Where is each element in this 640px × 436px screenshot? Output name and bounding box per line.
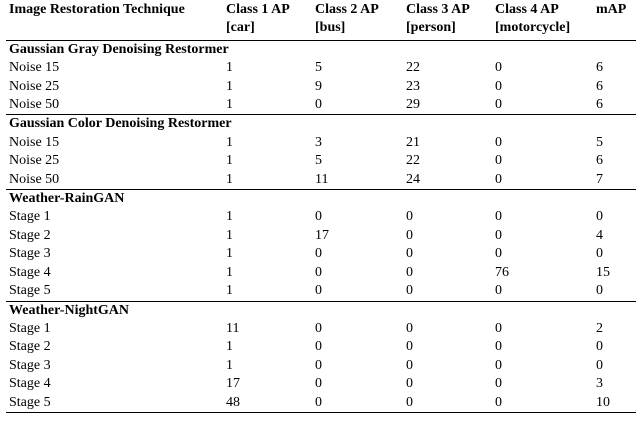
value-cell: 6 xyxy=(596,78,603,94)
table-row xyxy=(6,375,636,393)
value-cell: 21 xyxy=(406,134,420,150)
row-label-cell: Stage 1 xyxy=(9,209,51,225)
column-header xyxy=(403,0,492,40)
value-cell: 0 xyxy=(315,209,322,225)
row-label-cell: Noise 50 xyxy=(9,171,60,187)
row-label-cell: Stage 5 xyxy=(9,394,51,410)
value-cell: 3 xyxy=(315,134,322,150)
column-header-line: mAP xyxy=(596,2,627,17)
table-row xyxy=(6,282,636,301)
row-label-cell: Noise 25 xyxy=(9,153,60,169)
value-cell: 0 xyxy=(315,283,322,299)
column-header-line: [person] xyxy=(406,20,456,36)
table-row xyxy=(6,264,636,282)
column-header xyxy=(223,0,312,40)
row-label-cell: Stage 5 xyxy=(9,283,51,299)
value-cell: 0 xyxy=(596,246,603,262)
row-label-cell: Stage 4 xyxy=(9,376,51,392)
table-header xyxy=(6,0,636,40)
row-label-cell: Noise 15 xyxy=(9,134,60,150)
value-cell: 0 xyxy=(406,320,413,336)
value-cell: 0 xyxy=(315,357,322,373)
value-cell: 0 xyxy=(315,339,322,355)
value-cell: 0 xyxy=(495,227,502,243)
value-cell: 1 xyxy=(226,246,233,262)
value-cell: 6 xyxy=(596,97,603,113)
value-cell: 0 xyxy=(495,134,502,150)
row-label-cell: Stage 3 xyxy=(9,246,51,262)
value-cell: 1 xyxy=(226,357,233,373)
value-cell: 0 xyxy=(495,339,502,355)
column-header-line: [car] xyxy=(226,20,255,36)
value-cell: 5 xyxy=(315,60,322,76)
value-cell: 0 xyxy=(495,246,502,262)
column-header-line: Class 2 AP xyxy=(315,2,379,17)
value-cell: 2 xyxy=(596,320,603,336)
column-header xyxy=(593,0,636,40)
value-cell: 0 xyxy=(315,264,322,280)
value-cell: 5 xyxy=(315,153,322,169)
value-cell: 0 xyxy=(406,209,413,225)
value-cell: 0 xyxy=(495,60,502,76)
group-header-row xyxy=(6,301,636,320)
table-body xyxy=(6,40,636,412)
group-title: Weather-RainGAN xyxy=(9,191,125,207)
column-header xyxy=(312,0,403,40)
column-header-line: Image Restoration Technique xyxy=(9,2,185,17)
value-cell: 6 xyxy=(596,60,603,76)
value-cell: 0 xyxy=(495,97,502,113)
value-cell: 1 xyxy=(226,153,233,169)
column-header-line: [motorcycle] xyxy=(495,20,571,36)
table-row xyxy=(6,134,636,152)
value-cell: 0 xyxy=(406,264,413,280)
value-cell: 0 xyxy=(406,394,413,410)
value-cell: 22 xyxy=(406,153,420,169)
group-title: Gaussian Gray Denoising Restormer xyxy=(9,41,229,57)
value-cell: 0 xyxy=(596,357,603,373)
value-cell: 76 xyxy=(495,264,509,280)
table-row xyxy=(6,59,636,77)
table-row xyxy=(6,152,636,170)
column-header xyxy=(492,0,593,40)
value-cell: 1 xyxy=(226,134,233,150)
value-cell: 0 xyxy=(406,376,413,392)
results-table xyxy=(6,0,636,413)
value-cell: 0 xyxy=(495,376,502,392)
value-cell: 0 xyxy=(596,283,603,299)
value-cell: 0 xyxy=(495,78,502,94)
value-cell: 0 xyxy=(495,283,502,299)
group-header-row xyxy=(6,190,636,209)
value-cell: 0 xyxy=(406,246,413,262)
row-label-cell: Noise 15 xyxy=(9,60,60,76)
value-cell: 0 xyxy=(315,246,322,262)
value-cell: 1 xyxy=(226,339,233,355)
value-cell: 0 xyxy=(406,339,413,355)
row-label-cell: Stage 2 xyxy=(9,339,51,355)
value-cell: 0 xyxy=(596,339,603,355)
value-cell: 0 xyxy=(596,209,603,225)
value-cell: 17 xyxy=(315,227,329,243)
column-header-line: Class 3 AP xyxy=(406,2,470,17)
value-cell: 0 xyxy=(495,153,502,169)
value-cell: 24 xyxy=(406,171,420,187)
value-cell: 0 xyxy=(495,320,502,336)
value-cell: 1 xyxy=(226,97,233,113)
group-title: Weather-NightGAN xyxy=(9,302,130,318)
value-cell: 6 xyxy=(596,153,603,169)
row-label-cell: Stage 1 xyxy=(9,320,51,336)
table-row xyxy=(6,208,636,226)
value-cell: 29 xyxy=(406,97,420,113)
table-row xyxy=(6,338,636,356)
column-header-line: [bus] xyxy=(315,20,346,36)
row-label-cell: Stage 4 xyxy=(9,264,51,280)
value-cell: 22 xyxy=(406,60,420,76)
value-cell: 0 xyxy=(315,376,322,392)
table-row xyxy=(6,394,636,413)
value-cell: 0 xyxy=(406,227,413,243)
group-header-row xyxy=(6,115,636,134)
value-cell: 0 xyxy=(315,97,322,113)
table-row xyxy=(6,78,636,96)
row-label-cell: Noise 25 xyxy=(9,78,60,94)
value-cell: 0 xyxy=(406,283,413,299)
value-cell: 10 xyxy=(596,394,610,410)
table-row xyxy=(6,96,636,115)
value-cell: 11 xyxy=(315,171,329,187)
table-row xyxy=(6,227,636,245)
value-cell: 0 xyxy=(495,171,502,187)
value-cell: 4 xyxy=(596,227,603,243)
value-cell: 1 xyxy=(226,209,233,225)
group-header-row xyxy=(6,40,636,59)
value-cell: 1 xyxy=(226,264,233,280)
value-cell: 1 xyxy=(226,78,233,94)
value-cell: 0 xyxy=(495,357,502,373)
value-cell: 48 xyxy=(226,394,240,410)
column-header-line: Class 1 AP xyxy=(226,2,290,17)
value-cell: 0 xyxy=(315,394,322,410)
value-cell: 23 xyxy=(406,78,420,94)
value-cell: 9 xyxy=(315,78,322,94)
value-cell: 7 xyxy=(596,171,603,187)
value-cell: 11 xyxy=(226,320,240,336)
row-label-cell: Stage 3 xyxy=(9,357,51,373)
column-header xyxy=(6,0,223,40)
table-row xyxy=(6,357,636,375)
value-cell: 3 xyxy=(596,376,603,392)
value-cell: 0 xyxy=(406,357,413,373)
value-cell: 5 xyxy=(596,134,603,150)
value-cell: 0 xyxy=(495,209,502,225)
row-label-cell: Noise 50 xyxy=(9,97,60,113)
header-row xyxy=(6,0,636,40)
column-header-line: Class 4 AP xyxy=(495,2,559,17)
value-cell: 1 xyxy=(226,227,233,243)
row-label-cell: Stage 2 xyxy=(9,227,51,243)
table-row xyxy=(6,171,636,190)
value-cell: 1 xyxy=(226,60,233,76)
group-title: Gaussian Color Denoising Restormer xyxy=(9,116,232,132)
value-cell: 1 xyxy=(226,283,233,299)
value-cell: 15 xyxy=(596,264,610,280)
value-cell: 17 xyxy=(226,376,240,392)
table-row xyxy=(6,245,636,263)
value-cell: 1 xyxy=(226,171,233,187)
table-row xyxy=(6,320,636,338)
value-cell: 0 xyxy=(315,320,322,336)
value-cell: 0 xyxy=(495,394,502,410)
